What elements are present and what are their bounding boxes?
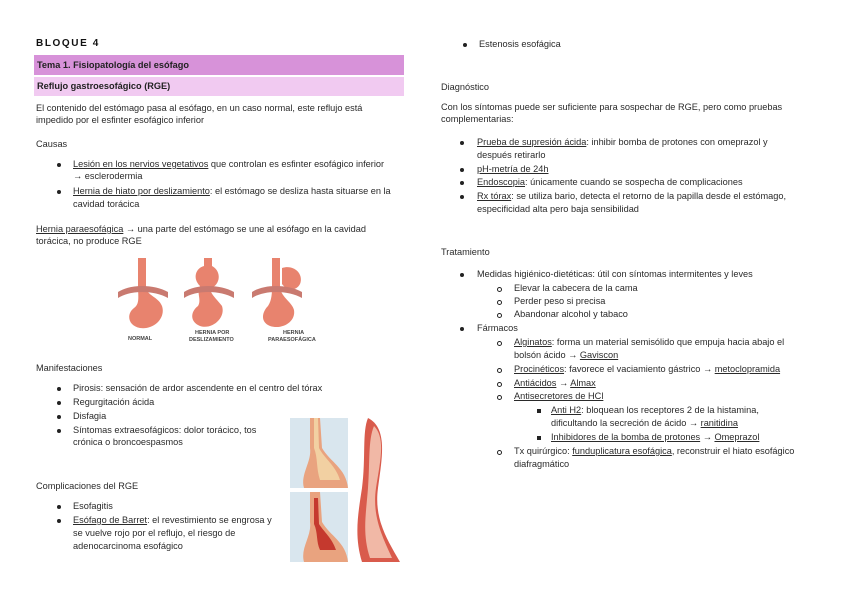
hernia-text: → una parte del estómago se une al esófago en la cavidad [123, 224, 366, 234]
diag-1-link[interactable]: Prueba de supresión ácida [477, 137, 587, 147]
tx-quirurgico [514, 445, 794, 458]
diag-3-link[interactable]: Endoscopia [477, 177, 526, 187]
diag-1-text: : inhibir bomba de protones con omeprazol y [586, 137, 768, 147]
causas-title: Causas [36, 139, 68, 149]
farmacos-item: Fármacos [477, 323, 518, 333]
bullet-icon [460, 141, 464, 145]
antisecretor-1-line-2 [551, 417, 738, 430]
comp-item-1: Esofagitis [73, 501, 113, 511]
bullet-icon [57, 163, 61, 167]
causa-1-text: que controlan es esfinter esofágico inferior [208, 159, 385, 169]
tx-quirurgico-line-2: diafragmático [514, 459, 570, 469]
antisecretor-2-text: → [700, 432, 715, 442]
almax-link[interactable]: Almax [570, 378, 596, 388]
manifestaciones-title: Manifestaciones [36, 363, 103, 373]
farmaco-1-line-2 [514, 349, 618, 362]
diag-item-4 [477, 190, 786, 203]
bullet-icon [57, 190, 61, 194]
farmaco-1 [514, 336, 784, 349]
comp-item-2-line-3: adenocarcinoma esofágico [73, 541, 183, 551]
circle-bullet-icon [497, 287, 502, 292]
farmaco-3-text: → [556, 378, 571, 388]
tratamiento-title: Tratamiento [441, 247, 490, 257]
bullet-icon [460, 181, 464, 185]
reflux-illustration [290, 418, 406, 562]
antisecretor-1-line-2-text: dificultando la secreción de ácido → [551, 418, 701, 428]
farmaco-2 [514, 363, 780, 376]
antisecretores-link[interactable]: Antisecretores de HCl [514, 391, 604, 401]
causa-1-link[interactable]: Lesión en los nervios vegetativos [73, 159, 209, 169]
comp-item-2 [73, 514, 272, 527]
farmaco-4 [514, 390, 603, 403]
diag-item-4-line-2: especificidad alta pero baja sensibilidad [477, 204, 639, 214]
comp-item-2-line-2: se vuelve rojo por el reflujo, el riesgo de [73, 528, 236, 538]
bullet-icon [57, 519, 61, 523]
bullet-icon [57, 505, 61, 509]
hernia-link[interactable]: Hernia paraesofágica [36, 224, 124, 234]
farmaco-1-text: : forma un material semisólido que empuja hacia abajo el [551, 337, 785, 347]
farmaco-1-line-2-text: bolsón ácido → [514, 350, 580, 360]
ibp-link[interactable]: Inhibidores de la bomba de protones [551, 432, 701, 442]
manif-item-2: Regurgitación ácida [73, 397, 155, 407]
procineticos-link[interactable]: Procinéticos [514, 364, 565, 374]
circle-bullet-icon [497, 395, 502, 400]
bullet-icon [460, 195, 464, 199]
diag-3-text: : únicamente cuando se sospecha de complicaciones [525, 177, 743, 187]
diag-4-link[interactable]: Rx tórax [477, 191, 512, 201]
medida-1: Elevar la cabecera de la cama [514, 283, 638, 293]
bullet-icon [460, 327, 464, 331]
diag-line-1: Con los síntomas puede ser suficiente para sospechar de RGE, pero como pruebas [441, 102, 783, 112]
funduplicatura-link[interactable]: funduplicatura esofágica [572, 446, 672, 456]
intro-line-2: impedido por el esfinter esofágico inferior [36, 115, 205, 125]
circle-bullet-icon [497, 341, 502, 346]
circle-bullet-icon [497, 313, 502, 318]
estenosis-item: Estenosis esofágica [479, 39, 561, 49]
stomach-paraesophageal-hernia-illustration [252, 258, 302, 327]
ranitidina-link[interactable]: ranitidina [700, 418, 738, 428]
stomach-normal-illustration [118, 258, 168, 328]
bullet-icon [463, 43, 467, 47]
diag-4-text: : se utiliza bario, detecta el retorno de la papilla desde el estómago, [511, 191, 786, 201]
causa-2-link[interactable]: Hernia de hiato por deslizamiento [73, 186, 210, 196]
stomach-sliding-hernia-illustration [184, 258, 234, 327]
manif-item-4: Síntomas extraesofágicos: dolor torácico, tos [73, 425, 257, 435]
antisecretor-1-text: : bloquean los receptores 2 de la histamina, [581, 405, 759, 415]
causa-2 [73, 185, 391, 198]
diag-item-2 [477, 163, 549, 176]
comp-2-link[interactable]: Esófago de Barret [73, 515, 148, 525]
hernia-figure [112, 252, 328, 342]
manif-item-1: Pirosis: sensación de ardor ascendente en el centro del tórax [73, 383, 323, 393]
circle-bullet-icon [497, 450, 502, 455]
omeprazol-link[interactable]: Omeprazol [714, 432, 760, 442]
intro-line-1: El contenido del estómago pasa al esófago, en un caso normal, este reflujo está [36, 103, 363, 113]
bullet-icon [57, 387, 61, 391]
medida-3: Abandonar alcohol y tabaco [514, 309, 628, 319]
figure-label-normal: NORMAL [128, 336, 153, 342]
bloque-heading: BLOQUE 4 [36, 38, 100, 49]
causa-2-line-2: cavidad torácica [73, 199, 140, 209]
medida-2: Perder peso si precisa [514, 296, 606, 306]
diag-item-1 [477, 136, 768, 149]
bullet-icon [57, 429, 61, 433]
antisecretor-2 [551, 431, 759, 444]
diag-2-link[interactable]: pH-metría de 24h [477, 164, 549, 174]
anti-h2-link[interactable]: Anti H2 [551, 405, 582, 415]
diag-item-3 [477, 176, 743, 189]
diag-item-1-line-2: después retirarlo [477, 150, 546, 160]
circle-bullet-icon [497, 382, 502, 387]
circle-bullet-icon [497, 300, 502, 305]
diagnostico-title: Diagnóstico [441, 82, 490, 92]
tema-title: Tema 1. Fisiopatología del esófago [37, 60, 189, 70]
bullet-icon [57, 415, 61, 419]
antisecretor-1 [551, 404, 759, 417]
tx-quirurgico-text: , reconstruir el hiato esofágico [671, 446, 795, 456]
farmaco-2-text: : favorece el vaciamiento gástrico → [564, 364, 715, 374]
hernia-line-2: torácica, no produce RGE [36, 236, 142, 246]
causa-1-line-2: → esclerodermia [73, 171, 143, 181]
antiacidos-link[interactable]: Antiácidos [514, 378, 557, 388]
figure-label-paraesofagica: PARAESOFÁGICA [268, 337, 316, 343]
manif-item-4-line-2: crónica o broncoespasmos [73, 437, 183, 447]
figure-label-deslizamiento: DESLIZAMIENTO [189, 337, 234, 343]
bullet-icon [57, 401, 61, 405]
bullet-icon [460, 273, 464, 277]
causa-2-text: : el estómago se desliza hasta situarse en la [209, 186, 391, 196]
hernia-paraesofagica [36, 223, 366, 236]
figure-label-hernia: HERNIA [283, 330, 305, 336]
square-bullet-icon [537, 409, 541, 413]
tx-quirurgico-label: Tx quirúrgico: [514, 446, 573, 456]
square-bullet-icon [537, 436, 541, 440]
complicaciones-title: Complicaciones del RGE [36, 481, 139, 491]
bullet-icon [460, 168, 464, 172]
gaviscon-link[interactable]: Gaviscon [579, 350, 619, 360]
diag-line-2: complementarias: [441, 114, 514, 124]
circle-bullet-icon [497, 368, 502, 373]
figure-label-hernia-por: HERNIA POR [195, 330, 230, 336]
subtema-title: Reflujo gastroesofágico (RGE) [37, 81, 171, 91]
metoclopramida-link[interactable]: metoclopramida [714, 364, 781, 374]
farmaco-3 [514, 377, 596, 390]
causa-1 [73, 158, 384, 171]
comp-2-text: : el revestimiento se engrosa y [147, 515, 272, 525]
manif-item-3: Disfagia [73, 411, 107, 421]
medidas-item: Medidas higiénico-dietéticas: útil con síntomas intermitentes y leves [477, 269, 753, 279]
alginatos-link[interactable]: Alginatos [514, 337, 552, 347]
